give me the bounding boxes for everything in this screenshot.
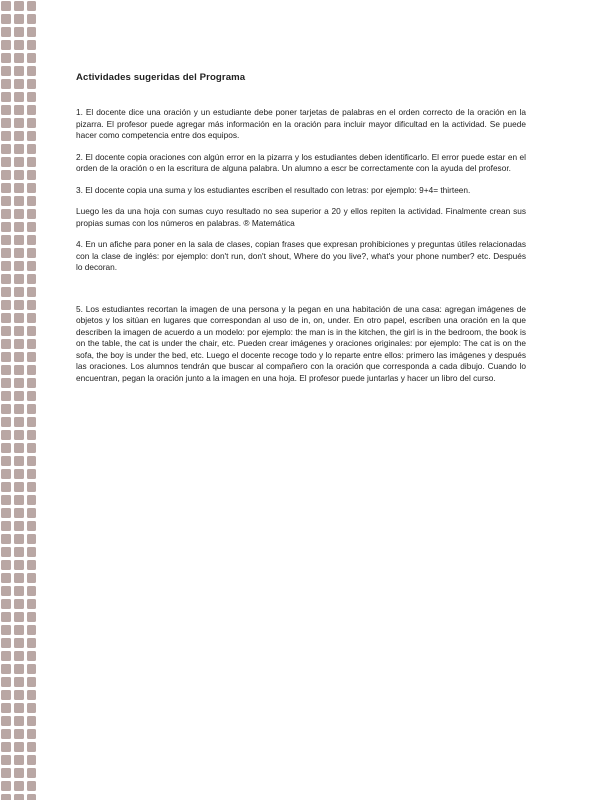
strip-square	[27, 14, 36, 24]
strip-square	[27, 599, 36, 609]
strip-square	[1, 456, 11, 466]
strip-square	[14, 248, 24, 258]
strip-square	[14, 534, 24, 544]
strip-square	[1, 742, 11, 752]
strip-square	[14, 27, 24, 37]
strip-square	[27, 196, 36, 206]
strip-square	[14, 768, 24, 778]
strip-square	[27, 547, 36, 557]
strip-square	[27, 378, 36, 388]
strip-square	[14, 131, 24, 141]
strip-square	[14, 794, 24, 800]
square-pattern	[0, 0, 44, 800]
strip-square	[1, 755, 11, 765]
strip-square	[1, 157, 11, 167]
strip-square	[27, 560, 36, 570]
strip-square	[14, 391, 24, 401]
strip-square	[27, 651, 36, 661]
strip-square	[14, 1, 24, 11]
strip-square	[27, 118, 36, 128]
strip-square	[1, 209, 11, 219]
strip-square	[1, 417, 11, 427]
strip-square	[1, 560, 11, 570]
strip-square	[14, 703, 24, 713]
strip-square	[14, 40, 24, 50]
strip-square	[27, 469, 36, 479]
strip-square	[1, 625, 11, 635]
strip-square	[14, 625, 24, 635]
strip-square	[14, 183, 24, 193]
strip-square	[1, 66, 11, 76]
strip-square	[14, 469, 24, 479]
strip-square	[14, 638, 24, 648]
strip-square	[1, 326, 11, 336]
strip-square	[1, 105, 11, 115]
strip-square	[27, 66, 36, 76]
strip-square	[27, 716, 36, 726]
strip-square	[14, 716, 24, 726]
strip-square	[14, 352, 24, 362]
decorative-side-strip	[0, 0, 44, 800]
activity-3-paragraph: 3. El docente copia una suma y los estudiantes escriben el resultado con letras: por ejemplo: 9+4= thirteen.	[76, 184, 471, 195]
strip-square	[14, 339, 24, 349]
activity-1-paragraph: 1. El docente dice una oración y un estudiante debe poner tarjetas de palabras en el orden correcto de la oración en la pizarra. El profesor puede agregar más información en la oración para incluir mayor dificultad en la actividad. Se puede hacer como competencia entre dos equipos.	[76, 107, 526, 140]
strip-square	[14, 781, 24, 791]
strip-square	[14, 612, 24, 622]
strip-square	[1, 716, 11, 726]
strip-square	[1, 235, 11, 245]
strip-square	[1, 14, 11, 24]
strip-square	[27, 430, 36, 440]
strip-square	[14, 170, 24, 180]
strip-square	[14, 209, 24, 219]
strip-square	[14, 417, 24, 427]
strip-square	[27, 40, 36, 50]
strip-square	[1, 547, 11, 557]
strip-square	[1, 131, 11, 141]
strip-square	[27, 261, 36, 271]
strip-square	[14, 14, 24, 24]
strip-square	[1, 274, 11, 284]
strip-square	[14, 443, 24, 453]
strip-square	[27, 352, 36, 362]
strip-square	[14, 508, 24, 518]
strip-square	[1, 118, 11, 128]
strip-square	[1, 391, 11, 401]
strip-square	[27, 248, 36, 258]
strip-square	[1, 664, 11, 674]
strip-square	[14, 313, 24, 323]
strip-square	[1, 443, 11, 453]
strip-square	[14, 651, 24, 661]
strip-square	[27, 235, 36, 245]
strip-square	[27, 521, 36, 531]
strip-square	[27, 625, 36, 635]
strip-square	[14, 560, 24, 570]
strip-square	[27, 222, 36, 232]
strip-square	[27, 131, 36, 141]
strip-square	[1, 365, 11, 375]
strip-square	[1, 287, 11, 297]
strip-square	[27, 79, 36, 89]
strip-square	[1, 482, 11, 492]
strip-square	[1, 40, 11, 50]
strip-square	[14, 287, 24, 297]
strip-square	[1, 170, 11, 180]
strip-square	[27, 53, 36, 63]
strip-square	[1, 612, 11, 622]
strip-square	[1, 53, 11, 63]
strip-square	[14, 53, 24, 63]
strip-square	[1, 430, 11, 440]
strip-square	[14, 235, 24, 245]
strip-square	[1, 378, 11, 388]
strip-square	[1, 768, 11, 778]
strip-square	[1, 183, 11, 193]
strip-square	[27, 508, 36, 518]
strip-square	[1, 729, 11, 739]
strip-square	[1, 404, 11, 414]
strip-square	[14, 573, 24, 583]
strip-square	[14, 157, 24, 167]
strip-square	[27, 209, 36, 219]
strip-square	[27, 612, 36, 622]
strip-square	[27, 768, 36, 778]
strip-square	[14, 196, 24, 206]
activity-3-continuation-paragraph: Luego les da una hoja con sumas cuyo resultado no sea superior a 20 y ellos repiten la actividad. Finalmente crean sus propias sumas con los números en palabras. ® Matemática	[76, 206, 526, 228]
document-title: Actividades sugeridas del Programa	[76, 72, 246, 83]
strip-square	[14, 326, 24, 336]
strip-square	[1, 27, 11, 37]
strip-square	[14, 482, 24, 492]
strip-square	[1, 352, 11, 362]
strip-square	[14, 105, 24, 115]
strip-square	[27, 495, 36, 505]
strip-square	[1, 534, 11, 544]
strip-square	[14, 586, 24, 596]
activity-5-paragraph: 5. Los estudiantes recortan la imagen de una persona y la pegan en una habitación de una casa: agregan imágenes de objetos y los sitúan en lugares que correspondan al uso de in, on, under. En otro papel, escriben una oración en la que describen la imagen de acuerdo a un modelo: por ejemplo: the man is in the kitchen, the girl is in the bedroom, the book is on the table, the cat is under the chair, etc. Pueden crear imágenes y oraciones originales: por ejemplo: The cat is on the sofa, the boy is under the bed, etc. Luego el docente recoge todo y lo reparte entre ellos: primero las imágenes y después las oraciones. Los alumnos tendrán que buscar al compañero con la oración que corresponda a cada dibujo. Cuando lo encuentran, pegan la oración junto a la imagen en una hoja. El profesor puede juntarlas y hacer un libro del curso.	[76, 303, 526, 383]
strip-square	[1, 495, 11, 505]
strip-square	[27, 287, 36, 297]
strip-square	[14, 664, 24, 674]
strip-square	[1, 469, 11, 479]
strip-square	[27, 1, 36, 11]
activity-2-paragraph: 2. El docente copia oraciones con algún error en la pizarra y los estudiantes deben identificarlo. El error puede estar en el orden de la oración o en la escritura de alguna palabra. Un alumno a escr be correctamente con la ayuda del profesor.	[76, 151, 526, 173]
strip-square	[14, 378, 24, 388]
strip-square	[1, 222, 11, 232]
strip-square	[27, 664, 36, 674]
strip-square	[1, 677, 11, 687]
strip-square	[1, 196, 11, 206]
strip-square	[14, 729, 24, 739]
strip-square	[27, 313, 36, 323]
strip-square	[27, 573, 36, 583]
strip-square	[27, 391, 36, 401]
strip-square	[14, 118, 24, 128]
activity-4-paragraph: 4. En un afiche para poner en la sala de clases, copian frases que expresan prohibiciones y preguntas útiles relacionadas con la clase de inglés: por ejemplo: don't run, don't shout, Where do you live?, what's your phone number? etc. Después lo decoran.	[76, 239, 526, 272]
strip-square	[27, 326, 36, 336]
strip-square	[1, 586, 11, 596]
strip-square	[1, 248, 11, 258]
strip-square	[14, 755, 24, 765]
strip-square	[27, 300, 36, 310]
strip-square	[14, 92, 24, 102]
strip-square	[14, 222, 24, 232]
strip-square	[1, 313, 11, 323]
strip-square	[27, 157, 36, 167]
strip-square	[27, 170, 36, 180]
strip-square	[27, 274, 36, 284]
strip-square	[14, 547, 24, 557]
strip-square	[1, 638, 11, 648]
strip-square	[14, 144, 24, 154]
strip-square	[27, 729, 36, 739]
strip-square	[27, 404, 36, 414]
strip-square	[1, 794, 11, 800]
strip-square	[27, 92, 36, 102]
strip-square	[14, 66, 24, 76]
strip-square	[27, 755, 36, 765]
strip-square	[27, 144, 36, 154]
strip-square	[27, 417, 36, 427]
strip-square	[27, 677, 36, 687]
strip-square	[27, 105, 36, 115]
strip-square	[1, 92, 11, 102]
strip-square	[1, 300, 11, 310]
strip-square	[1, 781, 11, 791]
strip-square	[1, 1, 11, 11]
strip-square	[27, 703, 36, 713]
strip-square	[14, 430, 24, 440]
strip-square	[1, 508, 11, 518]
strip-square	[1, 339, 11, 349]
strip-square	[27, 456, 36, 466]
strip-square	[1, 690, 11, 700]
strip-square	[27, 690, 36, 700]
strip-square	[27, 482, 36, 492]
strip-square	[14, 742, 24, 752]
strip-square	[14, 677, 24, 687]
strip-square	[1, 599, 11, 609]
strip-square	[27, 339, 36, 349]
strip-square	[27, 443, 36, 453]
strip-square	[1, 79, 11, 89]
strip-square	[27, 794, 36, 800]
strip-square	[27, 365, 36, 375]
strip-square	[1, 651, 11, 661]
strip-square	[14, 300, 24, 310]
strip-square	[14, 690, 24, 700]
strip-square	[14, 261, 24, 271]
strip-square	[27, 586, 36, 596]
strip-square	[27, 638, 36, 648]
strip-square	[27, 183, 36, 193]
strip-square	[27, 27, 36, 37]
strip-square	[27, 534, 36, 544]
strip-square	[1, 703, 11, 713]
strip-square	[27, 742, 36, 752]
strip-square	[27, 781, 36, 791]
strip-square	[14, 404, 24, 414]
document-body	[76, 72, 526, 394]
strip-square	[14, 365, 24, 375]
strip-square	[1, 261, 11, 271]
strip-square	[14, 79, 24, 89]
strip-square	[1, 144, 11, 154]
strip-square	[14, 274, 24, 284]
strip-square	[14, 599, 24, 609]
strip-square	[14, 495, 24, 505]
strip-square	[1, 573, 11, 583]
strip-square	[14, 456, 24, 466]
strip-square	[1, 521, 11, 531]
strip-square	[14, 521, 24, 531]
